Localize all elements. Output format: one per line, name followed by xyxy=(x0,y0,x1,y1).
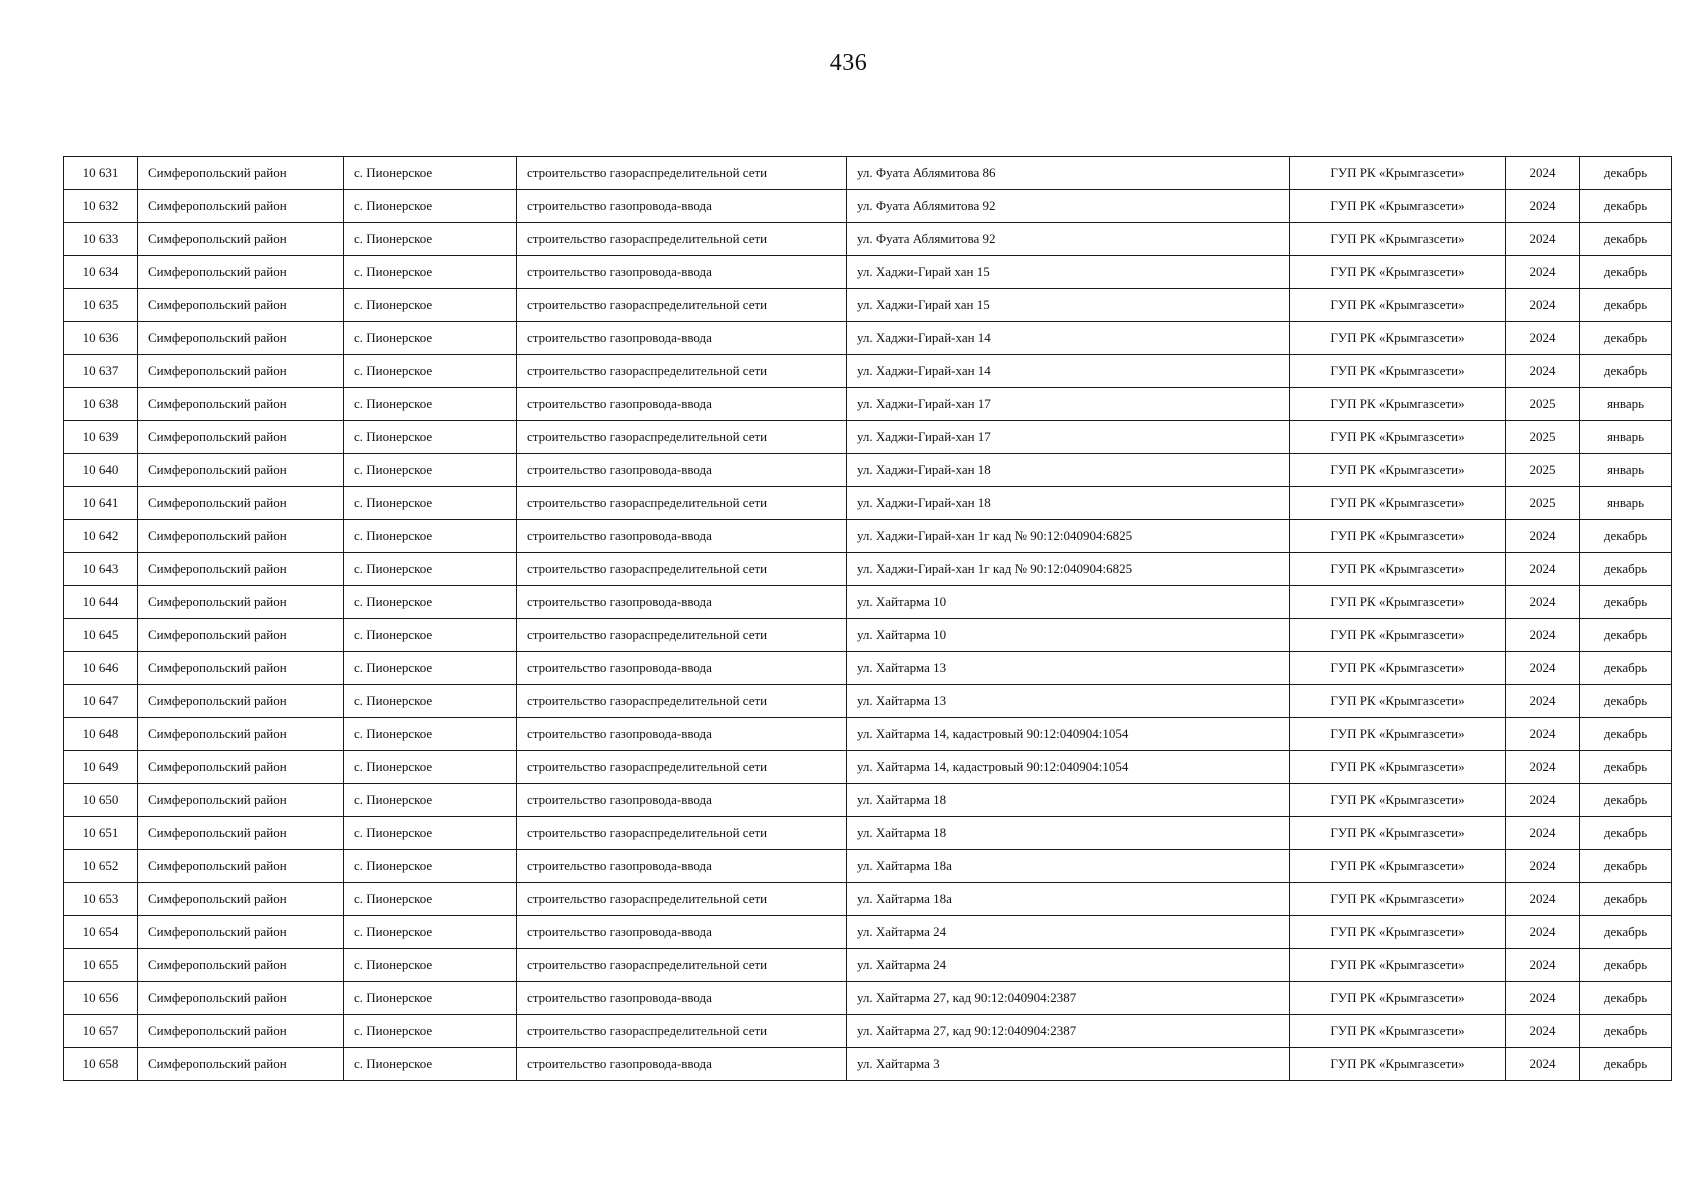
month-cell: декабрь xyxy=(1580,553,1672,586)
address-cell: ул. Хайтарма 18 xyxy=(847,817,1290,850)
work-type-cell: строительство газопровода-ввода xyxy=(517,586,847,619)
year-cell: 2025 xyxy=(1506,421,1580,454)
organization-cell: ГУП РК «Крымгазсети» xyxy=(1290,916,1506,949)
row-number-cell: 10 658 xyxy=(64,1048,138,1081)
year-cell: 2024 xyxy=(1506,718,1580,751)
month-cell: декабрь xyxy=(1580,916,1672,949)
district-cell: Симферопольский район xyxy=(138,619,344,652)
year-cell: 2024 xyxy=(1506,685,1580,718)
year-cell: 2024 xyxy=(1506,586,1580,619)
organization-cell: ГУП РК «Крымгазсети» xyxy=(1290,1015,1506,1048)
address-cell: ул. Фуата Аблямитова 92 xyxy=(847,190,1290,223)
organization-cell: ГУП РК «Крымгазсети» xyxy=(1290,784,1506,817)
month-cell: декабрь xyxy=(1580,652,1672,685)
organization-cell: ГУП РК «Крымгазсети» xyxy=(1290,388,1506,421)
row-number-cell: 10 653 xyxy=(64,883,138,916)
year-cell: 2025 xyxy=(1506,388,1580,421)
row-number-cell: 10 643 xyxy=(64,553,138,586)
month-cell: декабрь xyxy=(1580,718,1672,751)
row-number-cell: 10 639 xyxy=(64,421,138,454)
settlement-cell: с. Пионерское xyxy=(344,454,517,487)
month-cell: январь xyxy=(1580,421,1672,454)
settlement-cell: с. Пионерское xyxy=(344,190,517,223)
row-number-cell: 10 631 xyxy=(64,157,138,190)
month-cell: декабрь xyxy=(1580,1048,1672,1081)
address-cell: ул. Хайтарма 3 xyxy=(847,1048,1290,1081)
district-cell: Симферопольский район xyxy=(138,685,344,718)
row-number-cell: 10 654 xyxy=(64,916,138,949)
address-cell: ул. Хайтарма 10 xyxy=(847,586,1290,619)
work-type-cell: строительство газораспределительной сети xyxy=(517,355,847,388)
year-cell: 2024 xyxy=(1506,223,1580,256)
row-number-cell: 10 640 xyxy=(64,454,138,487)
district-cell: Симферопольский район xyxy=(138,487,344,520)
organization-cell: ГУП РК «Крымгазсети» xyxy=(1290,685,1506,718)
year-cell: 2024 xyxy=(1506,619,1580,652)
row-number-cell: 10 651 xyxy=(64,817,138,850)
district-cell: Симферопольский район xyxy=(138,1015,344,1048)
table-row xyxy=(64,817,1672,850)
work-type-cell: строительство газораспределительной сети xyxy=(517,619,847,652)
table-row xyxy=(64,553,1672,586)
organization-cell: ГУП РК «Крымгазсети» xyxy=(1290,256,1506,289)
month-cell: декабрь xyxy=(1580,817,1672,850)
year-cell: 2024 xyxy=(1506,289,1580,322)
row-number-cell: 10 641 xyxy=(64,487,138,520)
address-cell: ул. Хаджи-Гирай-хан 1г кад № 90:12:040904:6825 xyxy=(847,520,1290,553)
row-number-cell: 10 635 xyxy=(64,289,138,322)
month-cell: декабрь xyxy=(1580,949,1672,982)
organization-cell: ГУП РК «Крымгазсети» xyxy=(1290,751,1506,784)
organization-cell: ГУП РК «Крымгазсети» xyxy=(1290,982,1506,1015)
table-row xyxy=(64,190,1672,223)
organization-cell: ГУП РК «Крымгазсети» xyxy=(1290,487,1506,520)
table-row xyxy=(64,652,1672,685)
address-cell: ул. Хаджи-Гирай-хан 1г кад № 90:12:040904:6825 xyxy=(847,553,1290,586)
year-cell: 2025 xyxy=(1506,454,1580,487)
work-type-cell: строительство газопровода-ввода xyxy=(517,850,847,883)
row-number-cell: 10 632 xyxy=(64,190,138,223)
address-cell: ул. Хаджи-Гирай-хан 14 xyxy=(847,355,1290,388)
district-cell: Симферопольский район xyxy=(138,157,344,190)
month-cell: декабрь xyxy=(1580,157,1672,190)
work-type-cell: строительство газораспределительной сети xyxy=(517,883,847,916)
table-row xyxy=(64,982,1672,1015)
year-cell: 2025 xyxy=(1506,487,1580,520)
work-type-cell: строительство газораспределительной сети xyxy=(517,751,847,784)
year-cell: 2024 xyxy=(1506,817,1580,850)
district-cell: Симферопольский район xyxy=(138,850,344,883)
district-cell: Симферопольский район xyxy=(138,223,344,256)
year-cell: 2024 xyxy=(1506,982,1580,1015)
district-cell: Симферопольский район xyxy=(138,1048,344,1081)
table-row xyxy=(64,883,1672,916)
table-row xyxy=(64,388,1672,421)
work-type-cell: строительство газораспределительной сети xyxy=(517,817,847,850)
settlement-cell: с. Пионерское xyxy=(344,817,517,850)
district-cell: Симферопольский район xyxy=(138,256,344,289)
table-row xyxy=(64,619,1672,652)
organization-cell: ГУП РК «Крымгазсети» xyxy=(1290,619,1506,652)
settlement-cell: с. Пионерское xyxy=(344,520,517,553)
year-cell: 2024 xyxy=(1506,883,1580,916)
register-rows xyxy=(64,157,1672,1081)
district-cell: Симферопольский район xyxy=(138,388,344,421)
work-type-cell: строительство газопровода-ввода xyxy=(517,322,847,355)
district-cell: Симферопольский район xyxy=(138,652,344,685)
settlement-cell: с. Пионерское xyxy=(344,553,517,586)
work-type-cell: строительство газораспределительной сети xyxy=(517,1015,847,1048)
address-cell: ул. Фуата Аблямитова 86 xyxy=(847,157,1290,190)
work-type-cell: строительство газопровода-ввода xyxy=(517,718,847,751)
month-cell: декабрь xyxy=(1580,256,1672,289)
work-type-cell: строительство газораспределительной сети xyxy=(517,289,847,322)
row-number-cell: 10 638 xyxy=(64,388,138,421)
table-row xyxy=(64,520,1672,553)
row-number-cell: 10 657 xyxy=(64,1015,138,1048)
district-cell: Симферопольский район xyxy=(138,916,344,949)
month-cell: декабрь xyxy=(1580,1015,1672,1048)
district-cell: Симферопольский район xyxy=(138,784,344,817)
settlement-cell: с. Пионерское xyxy=(344,784,517,817)
work-type-cell: строительство газопровода-ввода xyxy=(517,916,847,949)
organization-cell: ГУП РК «Крымгазсети» xyxy=(1290,1048,1506,1081)
year-cell: 2024 xyxy=(1506,322,1580,355)
address-cell: ул. Хайтарма 27, кад 90:12:040904:2387 xyxy=(847,982,1290,1015)
row-number-cell: 10 652 xyxy=(64,850,138,883)
settlement-cell: с. Пионерское xyxy=(344,355,517,388)
month-cell: декабрь xyxy=(1580,190,1672,223)
row-number-cell: 10 655 xyxy=(64,949,138,982)
settlement-cell: с. Пионерское xyxy=(344,487,517,520)
district-cell: Симферопольский район xyxy=(138,454,344,487)
organization-cell: ГУП РК «Крымгазсети» xyxy=(1290,718,1506,751)
address-cell: ул. Хайтарма 13 xyxy=(847,652,1290,685)
organization-cell: ГУП РК «Крымгазсети» xyxy=(1290,223,1506,256)
address-cell: ул. Хаджи-Гирай-хан 17 xyxy=(847,388,1290,421)
table-row xyxy=(64,322,1672,355)
row-number-cell: 10 649 xyxy=(64,751,138,784)
month-cell: декабрь xyxy=(1580,619,1672,652)
row-number-cell: 10 650 xyxy=(64,784,138,817)
district-cell: Симферопольский район xyxy=(138,883,344,916)
table-row xyxy=(64,751,1672,784)
year-cell: 2024 xyxy=(1506,784,1580,817)
work-type-cell: строительство газопровода-ввода xyxy=(517,388,847,421)
settlement-cell: с. Пионерское xyxy=(344,289,517,322)
row-number-cell: 10 642 xyxy=(64,520,138,553)
row-number-cell: 10 644 xyxy=(64,586,138,619)
table-row xyxy=(64,355,1672,388)
row-number-cell: 10 645 xyxy=(64,619,138,652)
settlement-cell: с. Пионерское xyxy=(344,256,517,289)
organization-cell: ГУП РК «Крымгазсети» xyxy=(1290,421,1506,454)
settlement-cell: с. Пионерское xyxy=(344,982,517,1015)
address-cell: ул. Хайтарма 18а xyxy=(847,850,1290,883)
work-type-cell: строительство газопровода-ввода xyxy=(517,1048,847,1081)
organization-cell: ГУП РК «Крымгазсети» xyxy=(1290,289,1506,322)
settlement-cell: с. Пионерское xyxy=(344,1048,517,1081)
district-cell: Симферопольский район xyxy=(138,190,344,223)
address-cell: ул. Хайтарма 14, кадастровый 90:12:040904:1054 xyxy=(847,718,1290,751)
work-type-cell: строительство газопровода-ввода xyxy=(517,520,847,553)
page-number: 436 xyxy=(829,50,868,76)
register-table xyxy=(63,156,1672,1081)
month-cell: январь xyxy=(1580,454,1672,487)
settlement-cell: с. Пионерское xyxy=(344,751,517,784)
settlement-cell: с. Пионерское xyxy=(344,223,517,256)
district-cell: Симферопольский район xyxy=(138,982,344,1015)
address-cell: ул. Хайтарма 14, кадастровый 90:12:040904:1054 xyxy=(847,751,1290,784)
address-cell: ул. Хайтарма 13 xyxy=(847,685,1290,718)
settlement-cell: с. Пионерское xyxy=(344,652,517,685)
organization-cell: ГУП РК «Крымгазсети» xyxy=(1290,586,1506,619)
table-row xyxy=(64,454,1672,487)
month-cell: декабрь xyxy=(1580,223,1672,256)
address-cell: ул. Хайтарма 24 xyxy=(847,916,1290,949)
row-number-cell: 10 648 xyxy=(64,718,138,751)
row-number-cell: 10 634 xyxy=(64,256,138,289)
table-row xyxy=(64,1015,1672,1048)
table-row xyxy=(64,916,1672,949)
work-type-cell: строительство газопровода-ввода xyxy=(517,256,847,289)
work-type-cell: строительство газораспределительной сети xyxy=(517,421,847,454)
table-row xyxy=(64,685,1672,718)
row-number-cell: 10 656 xyxy=(64,982,138,1015)
address-cell: ул. Хаджи-Гирай-хан 17 xyxy=(847,421,1290,454)
settlement-cell: с. Пионерское xyxy=(344,685,517,718)
settlement-cell: с. Пионерское xyxy=(344,850,517,883)
address-cell: ул. Хайтарма 18 xyxy=(847,784,1290,817)
year-cell: 2024 xyxy=(1506,157,1580,190)
table-row xyxy=(64,256,1672,289)
district-cell: Симферопольский район xyxy=(138,322,344,355)
month-cell: декабрь xyxy=(1580,520,1672,553)
settlement-cell: с. Пионерское xyxy=(344,883,517,916)
table-row xyxy=(64,586,1672,619)
settlement-cell: с. Пионерское xyxy=(344,322,517,355)
table-row xyxy=(64,850,1672,883)
settlement-cell: с. Пионерское xyxy=(344,388,517,421)
work-type-cell: строительство газопровода-ввода xyxy=(517,454,847,487)
address-cell: ул. Хаджи-Гирай-хан 14 xyxy=(847,322,1290,355)
organization-cell: ГУП РК «Крымгазсети» xyxy=(1290,454,1506,487)
year-cell: 2024 xyxy=(1506,949,1580,982)
year-cell: 2024 xyxy=(1506,1048,1580,1081)
table-row xyxy=(64,157,1672,190)
address-cell: ул. Хаджи-Гирай-хан 18 xyxy=(847,487,1290,520)
address-cell: ул. Хайтарма 10 xyxy=(847,619,1290,652)
month-cell: декабрь xyxy=(1580,322,1672,355)
table-row xyxy=(64,949,1672,982)
month-cell: декабрь xyxy=(1580,850,1672,883)
settlement-cell: с. Пионерское xyxy=(344,421,517,454)
district-cell: Симферопольский район xyxy=(138,751,344,784)
organization-cell: ГУП РК «Крымгазсети» xyxy=(1290,553,1506,586)
district-cell: Симферопольский район xyxy=(138,289,344,322)
organization-cell: ГУП РК «Крымгазсети» xyxy=(1290,883,1506,916)
organization-cell: ГУП РК «Крымгазсети» xyxy=(1290,157,1506,190)
organization-cell: ГУП РК «Крымгазсети» xyxy=(1290,652,1506,685)
settlement-cell: с. Пионерское xyxy=(344,586,517,619)
table-row xyxy=(64,289,1672,322)
work-type-cell: строительство газораспределительной сети xyxy=(517,685,847,718)
table-row xyxy=(64,784,1672,817)
district-cell: Симферопольский район xyxy=(138,718,344,751)
year-cell: 2024 xyxy=(1506,520,1580,553)
settlement-cell: с. Пионерское xyxy=(344,619,517,652)
organization-cell: ГУП РК «Крымгазсети» xyxy=(1290,322,1506,355)
month-cell: декабрь xyxy=(1580,289,1672,322)
row-number-cell: 10 646 xyxy=(64,652,138,685)
year-cell: 2024 xyxy=(1506,850,1580,883)
table-row xyxy=(64,718,1672,751)
settlement-cell: с. Пионерское xyxy=(344,916,517,949)
month-cell: декабрь xyxy=(1580,355,1672,388)
month-cell: декабрь xyxy=(1580,586,1672,619)
table-row xyxy=(64,223,1672,256)
table-row xyxy=(64,1048,1672,1081)
work-type-cell: строительство газопровода-ввода xyxy=(517,784,847,817)
organization-cell: ГУП РК «Крымгазсети» xyxy=(1290,190,1506,223)
row-number-cell: 10 636 xyxy=(64,322,138,355)
year-cell: 2024 xyxy=(1506,355,1580,388)
row-number-cell: 10 633 xyxy=(64,223,138,256)
address-cell: ул. Хаджи-Гирай-хан 18 xyxy=(847,454,1290,487)
organization-cell: ГУП РК «Крымгазсети» xyxy=(1290,355,1506,388)
month-cell: декабрь xyxy=(1580,883,1672,916)
district-cell: Симферопольский район xyxy=(138,949,344,982)
table-row xyxy=(64,421,1672,454)
year-cell: 2024 xyxy=(1506,256,1580,289)
work-type-cell: строительство газораспределительной сети xyxy=(517,157,847,190)
organization-cell: ГУП РК «Крымгазсети» xyxy=(1290,817,1506,850)
district-cell: Симферопольский район xyxy=(138,553,344,586)
month-cell: декабрь xyxy=(1580,982,1672,1015)
month-cell: январь xyxy=(1580,487,1672,520)
address-cell: ул. Хайтарма 18а xyxy=(847,883,1290,916)
table-row xyxy=(64,487,1672,520)
address-cell: ул. Фуата Аблямитова 92 xyxy=(847,223,1290,256)
row-number-cell: 10 647 xyxy=(64,685,138,718)
settlement-cell: с. Пионерское xyxy=(344,949,517,982)
district-cell: Симферопольский район xyxy=(138,586,344,619)
work-type-cell: строительство газораспределительной сети xyxy=(517,487,847,520)
settlement-cell: с. Пионерское xyxy=(344,718,517,751)
work-type-cell: строительство газопровода-ввода xyxy=(517,652,847,685)
address-cell: ул. Хаджи-Гирай хан 15 xyxy=(847,289,1290,322)
row-number-cell: 10 637 xyxy=(64,355,138,388)
district-cell: Симферопольский район xyxy=(138,817,344,850)
district-cell: Симферопольский район xyxy=(138,421,344,454)
year-cell: 2024 xyxy=(1506,1015,1580,1048)
month-cell: декабрь xyxy=(1580,685,1672,718)
address-cell: ул. Хайтарма 24 xyxy=(847,949,1290,982)
work-type-cell: строительство газопровода-ввода xyxy=(517,982,847,1015)
work-type-cell: строительство газораспределительной сети xyxy=(517,223,847,256)
year-cell: 2024 xyxy=(1506,751,1580,784)
work-type-cell: строительство газораспределительной сети xyxy=(517,949,847,982)
address-cell: ул. Хаджи-Гирай хан 15 xyxy=(847,256,1290,289)
month-cell: декабрь xyxy=(1580,751,1672,784)
month-cell: декабрь xyxy=(1580,784,1672,817)
organization-cell: ГУП РК «Крымгазсети» xyxy=(1290,850,1506,883)
work-type-cell: строительство газораспределительной сети xyxy=(517,553,847,586)
year-cell: 2024 xyxy=(1506,553,1580,586)
year-cell: 2024 xyxy=(1506,652,1580,685)
year-cell: 2024 xyxy=(1506,190,1580,223)
work-type-cell: строительство газопровода-ввода xyxy=(517,190,847,223)
address-cell: ул. Хайтарма 27, кад 90:12:040904:2387 xyxy=(847,1015,1290,1048)
organization-cell: ГУП РК «Крымгазсети» xyxy=(1290,520,1506,553)
settlement-cell: с. Пионерское xyxy=(344,1015,517,1048)
district-cell: Симферопольский район xyxy=(138,520,344,553)
settlement-cell: с. Пионерское xyxy=(344,157,517,190)
district-cell: Симферопольский район xyxy=(138,355,344,388)
organization-cell: ГУП РК «Крымгазсети» xyxy=(1290,949,1506,982)
year-cell: 2024 xyxy=(1506,916,1580,949)
month-cell: январь xyxy=(1580,388,1672,421)
